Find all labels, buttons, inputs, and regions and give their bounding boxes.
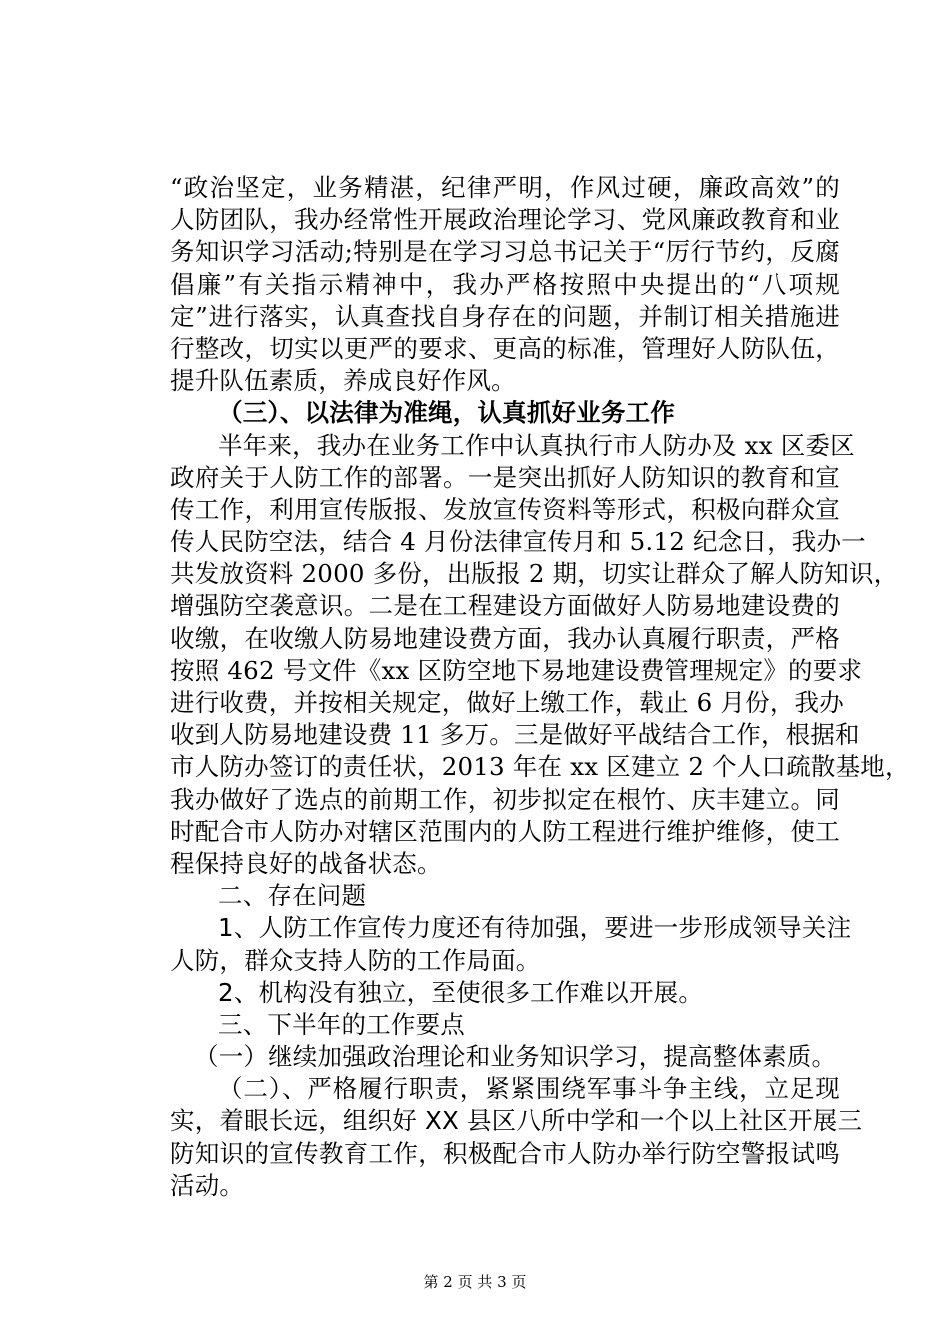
section-heading: （三）、以法律为准绳，认真抓好业务工作 <box>218 398 676 428</box>
page-number: 第 2 页 共 3 页 <box>423 1273 527 1291</box>
paragraph-line: 活动。 <box>170 1170 245 1200</box>
paragraph-line: （二）、严格履行职责，紧紧围绕军事斗争主线，立足现 <box>218 1074 840 1104</box>
paragraph-line: 收缴，在收缴人防易地建设费方面，我办认真履行职责，严格 <box>170 623 840 653</box>
paragraph-line: 增强防空袭意识。二是在工程建设方面做好人防易地建设费的 <box>170 591 840 621</box>
paragraph-line: 人防团队，我办经常性开展政治理论学习、党风廉政教育和业 <box>170 205 840 235</box>
paragraph-line: “政治坚定，业务精湛，纪律严明，作风过硬，廉政高效”的 <box>170 173 840 202</box>
paragraph-line: 定”进行落实，认真查找自身存在的问题，并制订相关措施进 <box>170 301 840 331</box>
paragraph-line: 防知识的宣传教育工作，积极配合市人防办举行防空警报试鸣 <box>170 1138 840 1168</box>
paragraph-line: 共发放资料 2000 多份，出版报 2 期，切实让群众了解人防知识， <box>170 559 899 589</box>
paragraph-line: 政府关于人防工作的部署。一是突出抓好人防知识的教育和宣 <box>170 462 840 492</box>
paragraph-line: 半年来，我办在业务工作中认真执行市人防办及 xx 区委区 <box>218 430 855 460</box>
paragraph-line: 我办做好了选点的前期工作，初步拟定在根竹、庆丰建立。同 <box>170 784 840 814</box>
paragraph-line: 传工作，利用宣传版报、发放宣传资料等形式，积极向群众宣 <box>170 494 840 524</box>
paragraph-line: 务知识学习活动;特别是在学习习总书记关于“厉行节约，反腐 <box>170 237 840 267</box>
paragraph-line: 程保持良好的战备状态。 <box>170 848 442 878</box>
paragraph-line: 进行收费，并按相关规定，做好上缴工作，载止 6 月份，我办 <box>170 688 844 717</box>
paragraph-line: 按照 462 号文件《xx 区防空地下易地建设费管理规定》的要求 <box>170 655 863 685</box>
paragraph-line: 人防，群众支持人防的工作局面。 <box>170 945 541 975</box>
document-body <box>170 172 910 1202</box>
paragraph-line: 行整改，切实以更严的要求、更高的标准，管理好人防队伍， <box>170 333 840 363</box>
paragraph-line: 时配合市人防办对辖区范围内的人防工程进行维护维修，使工 <box>170 816 840 846</box>
paragraph-line: （一）继续加强政治理论和业务知识学习，提高整体素质。 <box>194 1042 837 1072</box>
section-heading: 三、下半年的工作要点 <box>218 1009 465 1039</box>
paragraph-line: 提升队伍素质，养成良好作风。 <box>170 366 516 396</box>
section-heading: 二、存在问题 <box>218 881 367 911</box>
paragraph-line: 收到人防易地建设费 11 多万。三是做好平战结合工作，根据和 <box>170 720 860 750</box>
paragraph-line: 1、人防工作宣传力度还有待加强，要进一步形成领导关注 <box>218 913 852 943</box>
paragraph-line: 市人防办签订的责任状，2013 年在 xx 区建立 2 个人口疏散基地， <box>170 752 910 782</box>
paragraph-line: 实，着眼长远，组织好 XX 县区八所中学和一个以上社区开展三 <box>170 1106 863 1136</box>
paragraph-line: 传人民防空法，结合 4 月份法律宣传月和 5.12 纪念日，我办一 <box>170 527 866 557</box>
paragraph-line: 2、机构没有独立，至使很多工作难以开展。 <box>218 977 704 1007</box>
paragraph-line: 倡廉”有关指示精神中，我办严格按照中央提出的“八项规 <box>170 269 840 299</box>
